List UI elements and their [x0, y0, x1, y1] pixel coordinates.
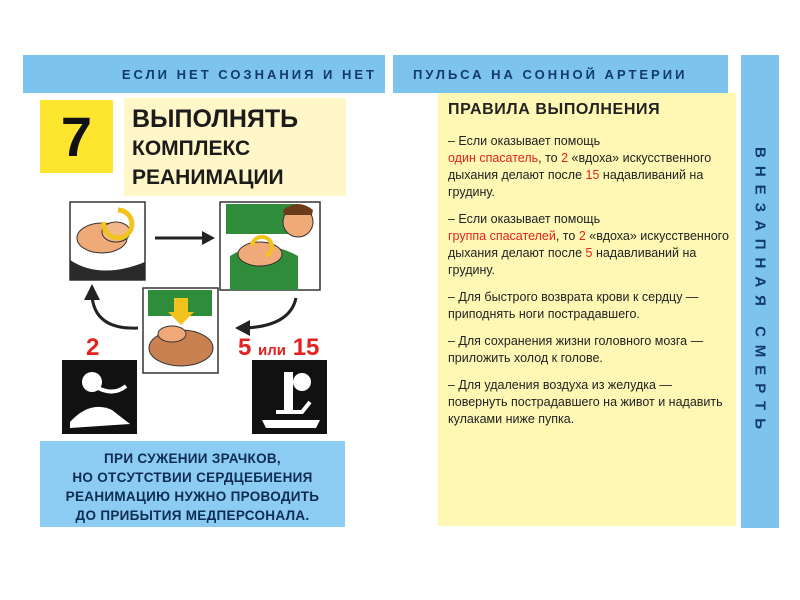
breaths-count: 2 — [86, 334, 100, 361]
banner-right-text: ПУЛЬСА НА СОННОЙ АРТЕРИИ — [413, 66, 688, 82]
cpr-cycle-graphic — [40, 198, 365, 438]
rescuer-illustration — [220, 202, 320, 290]
compressions-count-a: 5 — [238, 334, 252, 361]
curved-arrow-right-icon — [235, 298, 296, 336]
rule-highlight: группа спасателей — [448, 229, 556, 243]
rule-text: – Если оказывает помощь — [448, 134, 601, 148]
note-line3: РЕАНИМАЦИЮ НУЖНО ПРОВОДИТЬ — [65, 489, 320, 504]
compressions-or: или — [258, 342, 287, 359]
rule-highlight: один спасатель — [448, 151, 539, 165]
rule-highlight: 2 — [578, 229, 586, 243]
rule-text: «вдоха» искусственного дыхания делают после — [448, 151, 712, 182]
compressions-count-b: 15 — [292, 334, 320, 361]
rule-text: – Если оказывает помощь — [448, 212, 601, 226]
step-title-line3: РЕАНИМАЦИИ — [132, 166, 284, 189]
top-banner-right — [393, 55, 728, 93]
rescue-breath-pictogram — [62, 360, 137, 434]
rules-panel — [438, 93, 736, 526]
chest-compression-illustration — [143, 288, 218, 373]
rule-text: надавливаний на грудину. — [448, 246, 697, 277]
rule-text: «вдоха» искусственного дыхания делают после — [448, 229, 729, 260]
banner-left-text: ЕСЛИ НЕТ СОЗНАНИЯ И НЕТ — [121, 66, 377, 82]
compressions-count — [238, 334, 319, 362]
cpr-cycle-illustration — [40, 198, 365, 438]
step-title-box — [124, 98, 346, 196]
side-title: ВНЕЗАПНАЯ СМЕРТЬ — [751, 146, 769, 437]
rules-title: ПРАВИЛА ВЫПОЛНЕНИЯ — [448, 101, 661, 118]
note-line1: ПРИ СУЖЕНИИ ЗРАЧКОВ, — [104, 451, 281, 466]
rule-highlight: 5 — [585, 246, 593, 260]
rule-item-stomach-air: – Для удаления воздуха из желудка — повернуть пострадавшего на живот и надавить кулаками ниже пупка. — [448, 378, 723, 426]
rule-highlight: 15 — [585, 168, 600, 182]
rule-item-group-rescuers — [448, 211, 730, 279]
rule-item-raise-legs: – Для быстрого возврата крови к сердцу — приподнять ноги пострадавшего. — [448, 290, 699, 321]
side-title-strip — [741, 55, 779, 528]
arrow-right-icon — [155, 231, 215, 245]
rule-text: , то — [555, 229, 579, 243]
step-number: 7 — [60, 105, 93, 168]
compression-hands-illustration — [70, 202, 145, 280]
compression-pictogram — [252, 360, 327, 434]
curved-arrow-left-icon — [84, 284, 138, 328]
step-number-badge — [40, 100, 113, 173]
step-title-line2: КОМПЛЕКС — [132, 137, 251, 160]
rule-item-cold-head: – Для сохранения жизни головного мозга — приложить холод к голове. — [448, 334, 704, 365]
rule-text: , то — [538, 151, 562, 165]
top-banner-left — [23, 55, 385, 93]
note-line2: НО ОТСУТСТВИИ СЕРДЦЕБИЕНИЯ — [72, 470, 313, 485]
note-line4: ДО ПРИБЫТИЯ МЕДПЕРСОНАЛА. — [75, 508, 310, 523]
rule-text: надавливаний на грудину. — [448, 168, 704, 199]
step-title-line1: ВЫПОЛНЯТЬ — [132, 105, 299, 133]
pupil-note-box — [40, 441, 345, 527]
rule-highlight: 2 — [561, 151, 569, 165]
rule-item-one-rescuer — [448, 133, 730, 201]
